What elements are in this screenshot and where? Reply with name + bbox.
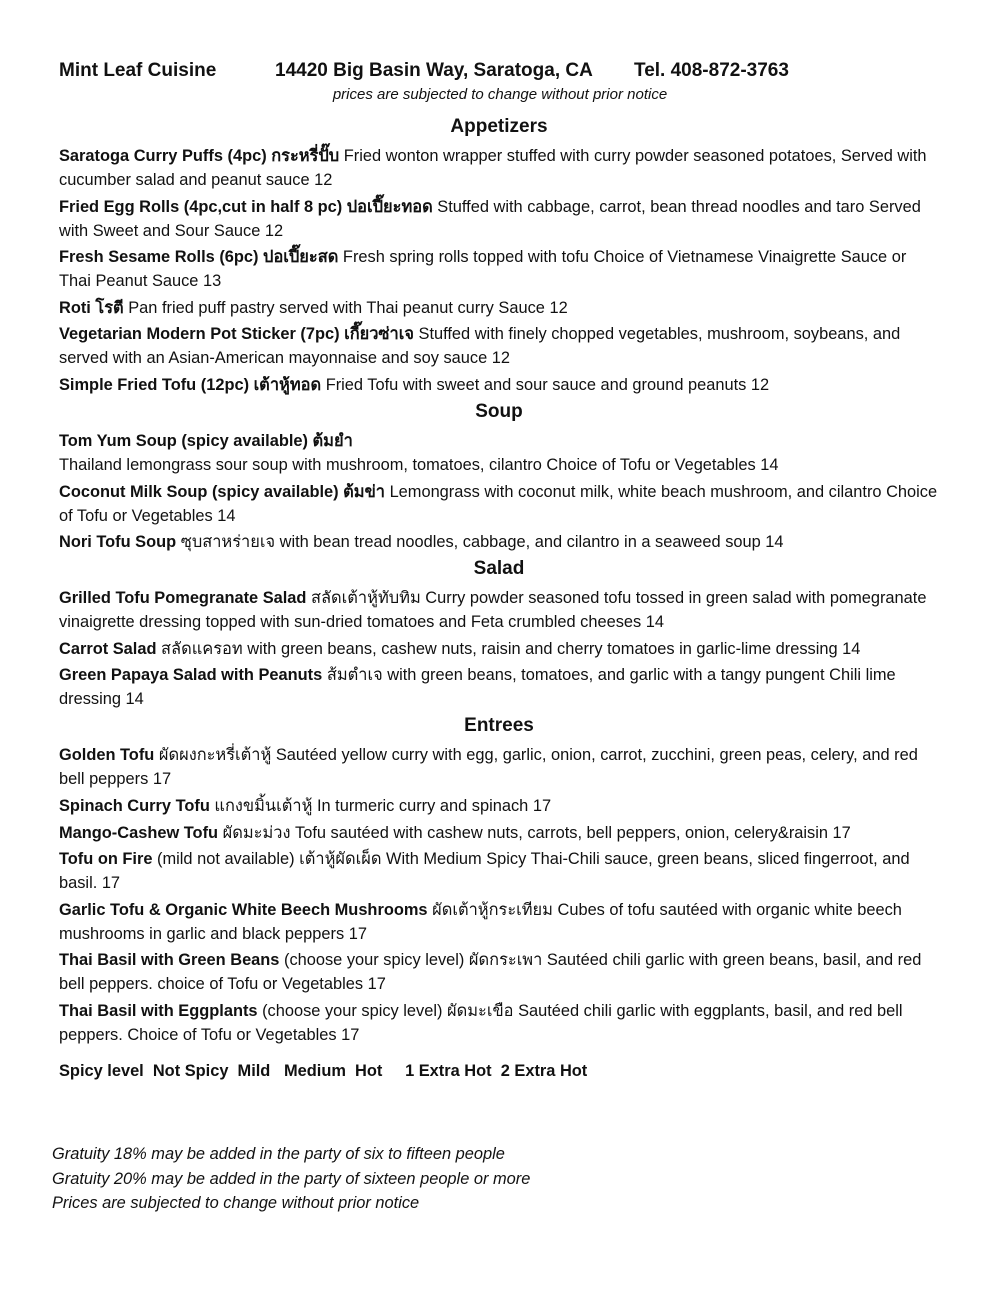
menu-item-name: Thai Basil with Green Beans — [59, 951, 280, 970]
footer-note: Prices are subjected to change without prior notice — [52, 1194, 420, 1212]
menu-item-description: Stuffed with finely chopped vegetables, mushroom, soybeans, and served with an Asian-American mayonnaise and soy sauce 12 — [59, 325, 901, 368]
menu-item — [59, 530, 939, 554]
menu-item — [59, 586, 939, 634]
menu-item-name: Fresh Sesame Rolls (6pc) ปอเปี๊ยะสด — [59, 248, 339, 267]
menu-item — [59, 663, 939, 711]
menu-item-name: Tom Yum Soup (spicy available) ต้มยำ — [59, 431, 353, 450]
menu-item-description: ผัดเต้าหู้กระเทียม Cubes of tofu sautéed with organic white beech mushrooms in garlic and black peppers 17 — [59, 900, 902, 943]
menu-item — [59, 429, 939, 477]
menu-item-description: ซุบสาหร่ายเจ with bean tread noodles, cabbage, and cilantro in a seaweed soup 14 — [176, 533, 784, 552]
menu-content — [59, 112, 939, 1050]
menu-item — [59, 794, 939, 818]
menu-item-description: แกงขมิ้นเต้าหู้ In turmeric curry and spinach 17 — [209, 796, 552, 815]
restaurant-header — [59, 60, 960, 88]
menu-item-description: (choose your spicy level) ผัดมะเขือ Sautéed chili garlic with eggplants, basil, and red bell peppers. Choice of Tofu or Vegetables 17 — [59, 1001, 903, 1044]
menu-item-name: Vegetarian Modern Pot Sticker (7pc) เกี๊ยวซ่าเจ — [59, 325, 414, 344]
menu-item — [59, 898, 939, 946]
footer-note: Gratuity 18% may be added in the party of six to fifteen people — [52, 1145, 505, 1163]
footer-note: Gratuity 20% may be added in the party of sixteen people or more — [52, 1169, 531, 1188]
menu-item-description: Fried Tofu with sweet and sour sauce and ground peanuts 12 — [321, 375, 770, 394]
footer-notes — [52, 1142, 530, 1216]
restaurant-address: 14420 Big Basin Way, Saratoga, CA — [275, 60, 593, 81]
menu-item-name: Tofu on Fire — [59, 850, 153, 869]
menu-item-name: Green Papaya Salad with Peanuts — [59, 666, 323, 685]
menu-item-name: Garlic Tofu & Organic White Beech Mushrooms — [59, 900, 428, 919]
menu-item-description: (choose your spicy level) ผัดกระเพา Sautéed chili garlic with green beans, basil, and red bell peppers. choice of Tofu or Vegetables 17 — [59, 951, 922, 994]
menu-item-name: Mango-Cashew Tofu — [59, 823, 219, 842]
section-title: Appetizers — [450, 116, 548, 137]
menu-item — [59, 245, 939, 293]
menu-item-name: Thai Basil with Eggplants — [59, 1001, 258, 1020]
restaurant-phone: Tel. 408-872-3763 — [634, 60, 789, 81]
menu-item — [59, 373, 939, 397]
menu-item — [59, 847, 939, 895]
menu-item-name: Roti โรตี — [59, 298, 124, 317]
menu-item-name: Golden Tofu — [59, 746, 155, 765]
price-notice: prices are subjected to change without prior notice — [332, 86, 668, 103]
menu-item — [59, 743, 939, 791]
menu-item-name: Coconut Milk Soup (spicy available) ต้มข่า — [59, 482, 386, 501]
menu-item-description: ส้มตำเจ with green beans, tomatoes, and garlic with a tangy pungent Chili lime dressing 14 — [59, 666, 896, 709]
menu-item — [59, 480, 939, 528]
menu-item-description: Pan fried puff pastry served with Thai peanut curry Sauce 12 — [123, 298, 568, 317]
menu-item — [59, 322, 939, 370]
menu-item-name: Saratoga Curry Puffs (4pc) กระหรี่ปั๊บ — [59, 147, 340, 165]
menu-item-description: Lemongrass with coconut milk, white beach mushroom, and cilantro Choice of Tofu or Vegetables 14 — [59, 482, 938, 525]
menu-item-description: สลัดเต้าหู้ทับทิม Curry powder seasoned tofu tossed in green salad with pomegranate vinaigrette dressing topped with sun-dried tomatoes and Feta crumbled cheeses 14 — [59, 589, 927, 632]
menu-item-name: Fried Egg Rolls (4pc,cut in half 8 pc) ปอเปี๊ยะทอด — [59, 197, 433, 216]
menu-item-name: Simple Fried Tofu (12pc) เต้าหู้ทอด — [59, 375, 322, 394]
menu-item-description: Stuffed with cabbage, carrot, bean thread noodles and taro Served with Sweet and Sour Sauce 12 — [59, 197, 921, 240]
menu-item-description: Fried wonton wrapper stuffed with curry powder seasoned potatoes, Served with cucumber salad and peanut sauce 12 — [59, 147, 927, 189]
section-title: Soup — [475, 400, 523, 422]
spicy-level-legend: Spicy level Not Spicy Mild Medium Hot 1 Extra Hot 2 Extra Hot — [59, 1062, 588, 1080]
menu-item — [59, 948, 939, 996]
menu-item-name: Spinach Curry Tofu — [59, 796, 210, 815]
menu-item — [59, 144, 939, 192]
section-title: Salad — [473, 558, 525, 580]
menu-item-description: Fresh spring rolls topped with tofu Choice of Vietnamese Vinaigrette Sauce or Thai Peanut Sauce 13 — [59, 248, 907, 291]
menu-item — [59, 195, 939, 243]
restaurant-name: Mint Leaf Cuisine — [59, 60, 217, 81]
menu-item-description: (mild not available) เต้าหู้ผัดเผ็ด With Medium Spicy Thai-Chili sauce, green beans, sliced fingerroot, and basil. 17 — [59, 850, 910, 893]
menu-item-name: Nori Tofu Soup — [59, 533, 177, 552]
menu-item — [59, 999, 939, 1047]
menu-item — [59, 296, 939, 320]
menu-item-description: ผัดมะม่วง Tofu sautéed with cashew nuts, carrots, bell peppers, onion, celery&raisin 17 — [218, 823, 851, 842]
menu-item — [59, 821, 939, 845]
menu-item-description: สลัดแครอท with green beans, cashew nuts, raisin and cherry tomatoes in garlic-lime dressing 14 — [156, 639, 861, 658]
menu-item-name: Grilled Tofu Pomegranate Salad — [59, 589, 307, 608]
section-title: Entrees — [464, 715, 534, 737]
menu-item-name: Carrot Salad — [59, 639, 157, 658]
menu-item-description: ผัดผงกะหรี่เต้าหู้ Sautéed yellow curry with egg, garlic, onion, carrot, zucchini, green peas, celery, and red bell peppers 17 — [59, 746, 918, 789]
menu-item-description: Thailand lemongrass sour soup with mushroom, tomatoes, cilantro Choice of Tofu or Vegetables 14 — [59, 455, 779, 474]
menu-item — [59, 637, 939, 661]
